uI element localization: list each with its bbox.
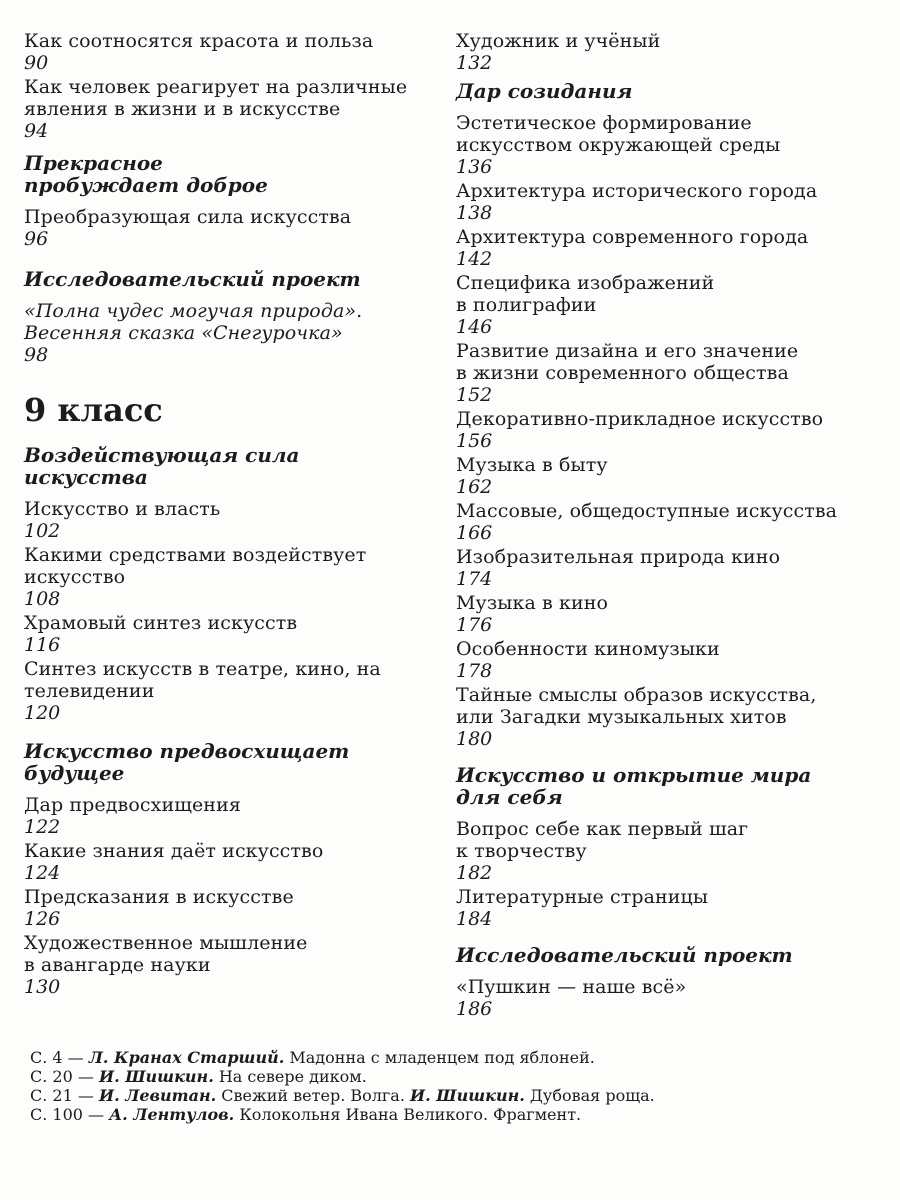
credit-prefix: С. 100 — [30, 1105, 110, 1124]
toc-entry[interactable] [24, 498, 424, 542]
section-heading: Исследовательский проект [24, 267, 361, 291]
entry-title: Предсказания в искусстве [24, 886, 294, 908]
entry-page-number: 184 [456, 908, 493, 930]
entry-page-number: 90 [24, 52, 49, 74]
entry-page-number: 94 [24, 120, 49, 142]
toc-entry[interactable] [456, 684, 856, 750]
entry-list-project [456, 976, 856, 1020]
credit-work: Свежий ветер. Волга. [216, 1086, 411, 1105]
toc-entry[interactable] [456, 818, 856, 884]
entry-page-number: 122 [24, 816, 61, 838]
grade-heading: 9 класс [24, 391, 163, 429]
credit-line [30, 1086, 870, 1105]
credit-artist: Л. Кранах Старший. [88, 1048, 285, 1067]
entry-title: Эстетическое формирование искусством окружающей среды [456, 112, 781, 156]
entry-title: Храмовый синтез искусств [24, 612, 298, 634]
section-heading: Прекрасное пробуждает доброе [24, 151, 268, 197]
entry-page-number: 126 [24, 908, 61, 930]
credit-line [30, 1048, 870, 1067]
toc-entry[interactable] [24, 76, 424, 142]
entry-page-number: 180 [456, 728, 493, 750]
entry-title: Развитие дизайна и его значение в жизни современного общества [456, 340, 799, 384]
toc-entry[interactable] [456, 180, 856, 224]
toc-entry[interactable] [24, 932, 424, 998]
toc-entry[interactable] [24, 840, 424, 884]
credit-prefix: С. 4 — [30, 1048, 89, 1067]
entry-list-otkrytie-mira [456, 818, 856, 930]
entry-page-number: 130 [24, 976, 61, 998]
toc-entry[interactable] [456, 272, 856, 338]
entry-page-number: 186 [456, 998, 493, 1020]
toc-entry[interactable] [456, 408, 856, 452]
entry-title: Дар предвосхищения [24, 794, 241, 816]
entry-title: Какими средствами воздействует искусство [24, 544, 367, 588]
entry-title: Массовые, общедоступные искусства [456, 500, 838, 522]
entry-list-top-left [24, 30, 424, 142]
section-heading: Дар созидания [456, 79, 633, 103]
entry-title: Музыка в быту [456, 454, 608, 476]
credit-work: На севере диком. [213, 1067, 367, 1086]
toc-entry[interactable] [456, 112, 856, 178]
entry-title: Искусство и власть [24, 498, 221, 520]
left-column [24, 30, 424, 1000]
toc-entry[interactable] [456, 454, 856, 498]
entry-title: Специфика изображений в полиграфии [456, 272, 715, 316]
right-column [456, 30, 856, 1022]
entry-page-number: 136 [456, 156, 493, 178]
toc-entry[interactable] [24, 544, 424, 610]
entry-page-number: 146 [456, 316, 493, 338]
section-heading: Воздействующая сила искусства [24, 443, 300, 489]
entry-title: Декоративно-прикладное искусство [456, 408, 824, 430]
credit-work: Колокольня Ивана Великого. Фрагмент. [234, 1105, 582, 1124]
toc-entry[interactable] [24, 886, 424, 930]
credit-artist: И. Шишкин. [98, 1067, 214, 1086]
entry-title: Как соотносятся красота и польза [24, 30, 374, 52]
entry-page-number: 152 [456, 384, 493, 406]
entry-page-number: 176 [456, 614, 493, 636]
entry-title: Какие знания даёт искусство [24, 840, 324, 862]
credit-artist: И. Шишкин. [410, 1086, 525, 1105]
entry-page-number: 116 [24, 634, 61, 656]
credit-line [30, 1105, 870, 1124]
section-heading: Исследовательский проект [456, 943, 793, 967]
entry-title: Особенности киномузыки [456, 638, 720, 660]
entry-page-number: 108 [24, 588, 61, 610]
toc-entry[interactable] [456, 30, 856, 74]
toc-entry[interactable] [24, 30, 424, 74]
entry-page-number: 120 [24, 702, 61, 724]
entry-title: Архитектура исторического города [456, 180, 818, 202]
entry-title: Тайные смыслы образов искусства, или Загадки музыкальных хитов [456, 684, 817, 728]
toc-entry[interactable] [456, 886, 856, 930]
entry-title: «Пушкин — наше всё» [456, 976, 687, 998]
toc-entry[interactable] [24, 612, 424, 656]
toc-entry[interactable] [456, 976, 856, 1020]
credit-prefix: С. 21 — [30, 1086, 99, 1105]
credit-prefix: С. 20 — [30, 1067, 99, 1086]
toc-entry[interactable] [24, 658, 424, 724]
illustration-credits [30, 1048, 870, 1124]
entry-page-number: 166 [456, 522, 493, 544]
entry-title: Преобразующая сила искусства [24, 206, 352, 228]
toc-entry[interactable] [24, 206, 424, 250]
entry-title: Музыка в кино [456, 592, 609, 614]
entry-page-number: 174 [456, 568, 493, 590]
toc-entry[interactable] [24, 794, 424, 838]
entry-title: Изобразительная природа кино [456, 546, 781, 568]
entry-title: Литературные страницы [456, 886, 709, 908]
toc-entry[interactable] [24, 300, 424, 366]
toc-entry[interactable] [456, 592, 856, 636]
entry-title: Художественное мышление в авангарде науки [24, 932, 308, 976]
toc-entry[interactable] [456, 226, 856, 270]
entry-title: Художник и учёный [456, 30, 661, 52]
entry-page-number: 156 [456, 430, 493, 452]
credit-work: Мадонна с младенцем под яблоней. [284, 1048, 595, 1067]
entry-title: Вопрос себе как первый шаг к творчеству [456, 818, 749, 862]
entry-page-number: 132 [456, 52, 493, 74]
entry-list-dar-sozidaniya [456, 112, 856, 750]
entry-page-number: 98 [24, 344, 49, 366]
entry-page-number: 162 [456, 476, 493, 498]
entry-page-number: 96 [24, 228, 49, 250]
entry-page-number: 142 [456, 248, 493, 270]
toc-entry[interactable] [456, 546, 856, 590]
toc-entry[interactable] [456, 638, 856, 682]
toc-entry[interactable] [456, 500, 856, 544]
entry-title: «Полна чудес могучая природа». Весенняя сказка «Снегурочка» [24, 300, 363, 344]
entry-page-number: 182 [456, 862, 493, 884]
section-heading: Искусство и открытие мира для себя [456, 763, 812, 809]
entry-page-number: 138 [456, 202, 493, 224]
entry-title: Как человек реагирует на различные явления в жизни и в искусстве [24, 76, 408, 120]
credit-artist: А. Лентулов. [109, 1105, 235, 1124]
section-heading: Искусство предвосхищает будущее [24, 739, 350, 785]
entry-page-number: 124 [24, 862, 61, 884]
credit-line [30, 1067, 870, 1086]
credit-artist: И. Левитан. [98, 1086, 217, 1105]
credit-work: Дубовая роща. [524, 1086, 655, 1105]
toc-entry[interactable] [456, 340, 856, 406]
entry-title: Синтез искусств в театре, кино, на телевидении [24, 658, 381, 702]
entry-page-number: 178 [456, 660, 493, 682]
entry-title: Архитектура современного города [456, 226, 809, 248]
entry-page-number: 102 [24, 520, 61, 542]
